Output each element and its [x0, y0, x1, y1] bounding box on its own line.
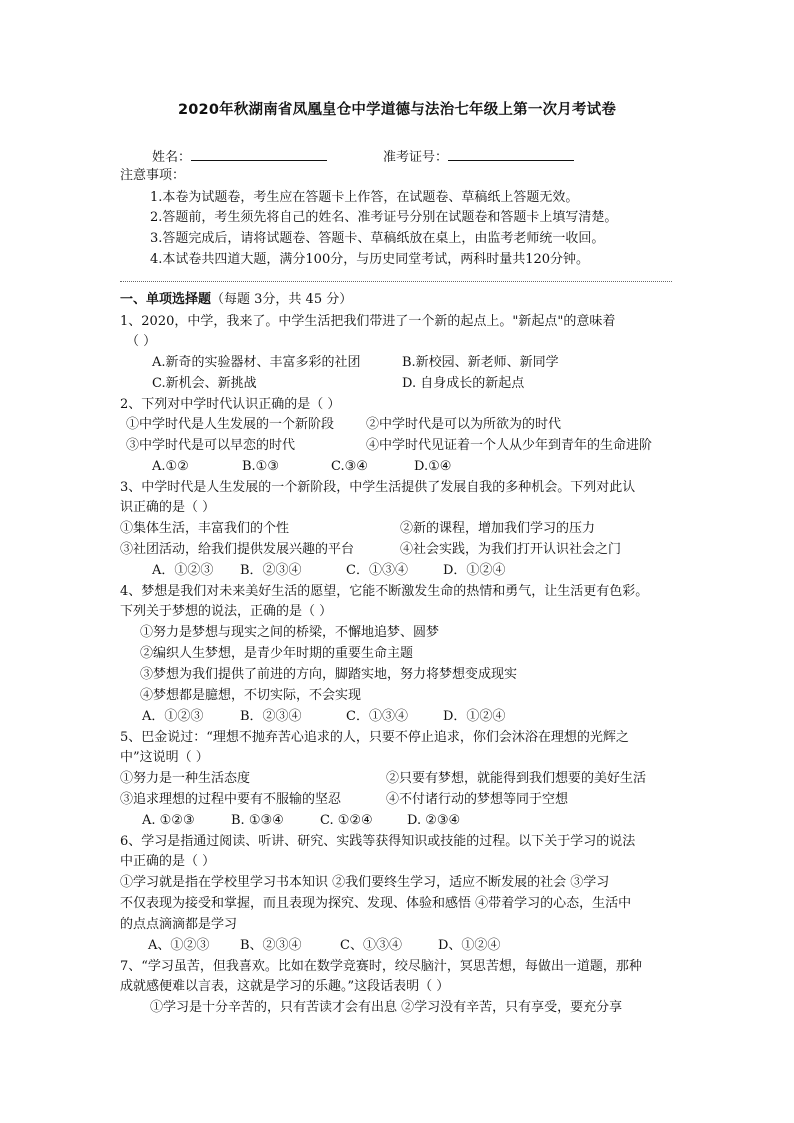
- section-note: （每题 3分，共 45 分）: [211, 292, 353, 307]
- option-b: B. ①③④: [231, 813, 284, 828]
- statement: 的点点滴滴都是学习: [120, 917, 238, 932]
- name-blank[interactable]: [191, 146, 327, 161]
- option-c: C．①③④: [346, 709, 408, 724]
- answer-paren: （ ）: [126, 334, 157, 349]
- option-a: A．①②③: [142, 709, 204, 724]
- question-stem: 6、学习是指通过阅读、听讲、研究、实践等获得知识或技能的过程。以下关于学习的说法: [120, 834, 636, 849]
- section-title: 一、单项选择题: [120, 292, 212, 307]
- question-stem: 7、“学习虽苦，但我喜欢。比如在数学竞赛时，绞尽脑汁，冥思苦想，每做出一道题，那种: [120, 959, 642, 974]
- option-a: A.①②: [152, 459, 189, 474]
- statement: ③中学时代是可以早恋的时代: [126, 438, 296, 453]
- question-stem: 下列关于梦想的说法，正确的是（ ）: [120, 604, 333, 619]
- question-stem: 成就感便难以言表，这就是学习的乐趣。”这段话表明（ ）: [120, 979, 450, 994]
- statement: ①中学时代是人生发展的一个新阶段: [126, 417, 335, 432]
- notice-item: 4.本试卷共四道大题，满分100分，与历史同堂考试，两科时量共120分钟。: [150, 252, 590, 267]
- notice-item: 2.答题前，考生须先将自己的姓名、准考证号分别在试题卷和答题卡上填写清楚。: [150, 210, 618, 225]
- statement: ③追求理想的过程中要有不服输的坚忍: [120, 792, 342, 807]
- question-stem: 中正确的是（ ）: [120, 854, 216, 869]
- notice-item: 3.答题完成后，请将试题卷、答题卡、草稿纸放在桌上，由监考老师统一收回。: [150, 231, 605, 246]
- option-b: B．②③④: [240, 709, 302, 724]
- statement: ④中学时代见证着一个人从少年到青年的生命进阶: [366, 438, 653, 453]
- statement: ②只要有梦想，就能得到我们想要的美好生活: [386, 771, 647, 786]
- statement: ①努力是梦想与现实之间的桥梁，不懈地追梦、圆梦: [140, 625, 440, 640]
- name-field: [152, 146, 327, 168]
- option-a: A．①②③: [152, 563, 214, 578]
- statement: ③社团活动，给我们提供发展兴趣的平台: [120, 542, 355, 557]
- statement: ①努力是一种生活态度: [120, 771, 251, 786]
- option-d: D、①②④: [438, 938, 501, 953]
- option-b: B．②③④: [240, 563, 302, 578]
- option-c: C.新机会、新挑战: [152, 376, 257, 391]
- question-stem: 2、下列对中学时代认识正确的是（ ）: [120, 397, 341, 412]
- statement: ④社会实践，为我们打开认识社会之门: [400, 542, 622, 557]
- question-stem: 5、巴金说过：“理想不抛弃苦心追求的人，只要不停止追求，你们会沐浴在理想的光辉之: [120, 730, 629, 745]
- exam-number-label: 准考证号：: [383, 150, 449, 165]
- question-stem: 3、中学时代是人生发展的一个新阶段，中学生活提供了发展自我的多种机会。下列对此认: [120, 480, 636, 495]
- statement: ③梦想为我们提供了前进的方向，脚踏实地，努力将梦想变成现实: [140, 667, 518, 682]
- option-b: B.新校园、新老师、新同学: [402, 355, 559, 370]
- option-d: D．①②④: [443, 709, 506, 724]
- statement: ①学习就是指在学校里学习书本知识 ②我们要终生学习，适应不断发展的社会 ③学习: [120, 875, 610, 890]
- exam-title: 2020年秋湖南省凤凰皇仓中学道德与法治七年级上第一次月考试卷: [177, 102, 617, 118]
- option-c: C.③④: [331, 459, 368, 474]
- statement: ②中学时代是可以为所欲为的时代: [366, 417, 562, 432]
- option-b: B.①③: [242, 459, 279, 474]
- option-a: A、①②③: [148, 938, 210, 953]
- statement: ①学习是十分辛苦的，只有苦读才会有出息 ②学习没有辛苦，只有享受，要充分享: [150, 1000, 623, 1015]
- option-d: D. 自身成长的新起点: [402, 376, 525, 391]
- statement: ②编织人生梦想，是青少年时期的重要生命主题: [140, 646, 414, 661]
- notice-heading: 注意事项：: [120, 168, 186, 183]
- divider: [120, 281, 672, 282]
- question-stem: 中”这说明（ ）: [120, 750, 209, 765]
- option-a: A.新奇的实验器材、丰富多彩的社团: [152, 355, 361, 370]
- statement: ①集体生活，丰富我们的个性: [120, 521, 290, 536]
- option-d: D．①②④: [443, 563, 506, 578]
- option-c: C. ①②④: [320, 813, 373, 828]
- option-d: D.①④: [414, 459, 452, 474]
- notice-item: 1.本卷为试题卷，考生应在答题卡上作答，在试题卷、草稿纸上答题无效。: [150, 190, 579, 205]
- exam-number-blank[interactable]: [448, 146, 574, 161]
- name-label: 姓名：: [152, 150, 192, 165]
- exam-number-field: [383, 146, 574, 168]
- question-stem: 识正确的是（ ）: [120, 500, 216, 515]
- option-b: B、②③④: [240, 938, 302, 953]
- statement: ④不付诸行动的梦想等同于空想: [386, 792, 569, 807]
- statement: 不仅表现为接受和掌握，而且表现为探究、发现、体验和感悟 ④带着学习的心态，生活中: [120, 896, 632, 911]
- question-stem: 1、2020，中学，我来了。中学生活把我们带进了一个新的起点上。"新起点"的意味着: [120, 314, 616, 329]
- section-heading: [120, 290, 352, 310]
- option-d: D. ②③④: [407, 813, 461, 828]
- statement: ②新的课程，增加我们学习的压力: [400, 521, 596, 536]
- option-c: C、①③④: [340, 938, 402, 953]
- option-c: C．①③④: [346, 563, 408, 578]
- statement: ④梦想都是臆想，不切实际，不会实现: [140, 688, 362, 703]
- question-stem: 4、梦想是我们对未来美好生活的愿望，它能不断激发生命的热情和勇气，让生活更有色彩。: [120, 584, 649, 599]
- option-a: A. ①②③: [142, 813, 195, 828]
